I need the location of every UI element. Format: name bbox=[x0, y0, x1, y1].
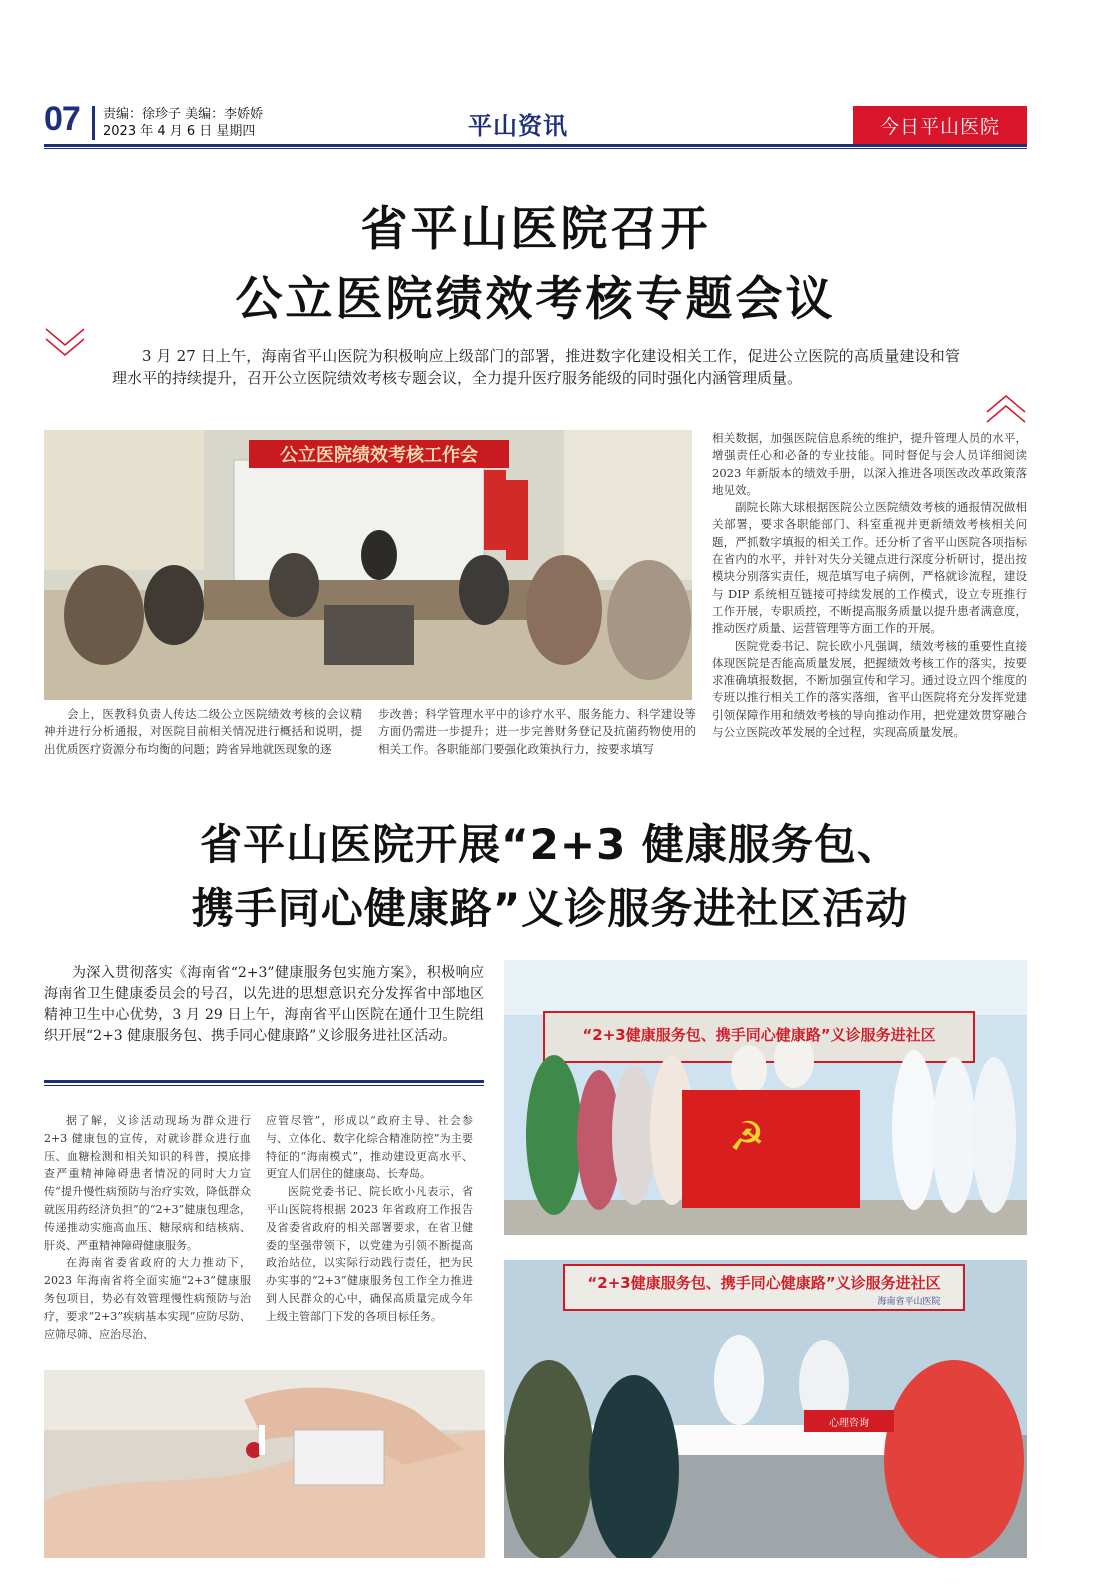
article1-lead: 3 月 27 日上午，海南省平山医院为积极响应上级部门的部署，推进数字化建设相关工作，促进公立医院的高质量建设和管理水平的持续提升，召开公立医院绩效考核专题会议，全力提升医疗服务能级的同时强化内涵管理质量。 bbox=[112, 347, 960, 387]
brand-badge: 今日平山医院 bbox=[853, 106, 1027, 144]
article1-col2: 步改善；科学管理水平中的诊疗水平、服务能力、科学建设等方面仍需进一步提升；进一步完善财务登记及抗菌药物使用的相关工作。各职能部门要强化政策执行力，按要求填写 bbox=[378, 707, 696, 756]
meeting-banner-text: 公立医院绩效考核工作会 bbox=[280, 445, 478, 466]
date-line: 2023 年 4 月 6 日 星期四 bbox=[103, 124, 256, 139]
article2-col1-p1: 据了解，义诊活动现场为群众进行 2+3 健康包的宣传，对就诊群众进行血压、血糖检测和相关知识的科普，摸底排查严重精神障碍患者情况的同时大力宣传“提升慢性病预防与治疗实效，降低群众就医用药经济负担”的“2+3”健康包理念，传递推动实施高血压、糖尿病和结核病、肝炎、严重精神障碍健康服务。 bbox=[44, 1114, 251, 1252]
meeting-photo bbox=[44, 430, 692, 700]
article2-col1 bbox=[44, 1112, 251, 1343]
article2-title-line1: 省平山医院开展“2+3 健康服务包、 bbox=[200, 820, 900, 869]
chevron-up-icon bbox=[985, 392, 1027, 426]
masthead-rule-thin bbox=[44, 148, 1027, 149]
article1-col3-p1: 相关数据，加强医院信息系统的维护，提升管理人员的水平，增强责任心和必备的专业技能。同时督促与会人员详细阅读 2023 年新版本的绩效手册，以深入推进各项医改改革政策落地见效。 bbox=[712, 431, 1027, 497]
section-title: 平山资讯 bbox=[468, 112, 568, 140]
article2-lead-rule bbox=[44, 1080, 484, 1083]
group-flag-photo bbox=[504, 960, 1027, 1235]
article2-col2-p1: 应管尽管”，形成以“政府主导、社会参与、立体化、数字化综合精准防控”为主要特征的“海南模式”，推动建设更高水平、更宜人们居住的健康岛、长寿岛。 bbox=[266, 1114, 473, 1181]
page-number: 07 bbox=[44, 100, 80, 138]
chevron-down-icon bbox=[44, 325, 86, 359]
editor-info bbox=[103, 106, 263, 140]
article1-col3 bbox=[712, 430, 1027, 741]
editor-line: 责编：徐珍子 美编：李娇娇 bbox=[103, 107, 264, 122]
article1-title-line2: 公立医院绩效考核专题会议 bbox=[235, 272, 836, 327]
masthead-rule bbox=[44, 144, 1027, 147]
consultation-sign-text: 心理咨询 bbox=[829, 1418, 869, 1429]
group-photo-banner-text: “2+3健康服务包、携手同心健康路”义诊服务进社区 bbox=[582, 1026, 936, 1044]
article2-lead: 为深入贯彻落实《海南省“2+3”健康服务包实施方案》，积极响应海南省卫生健康委员会的号召，以先进的思想意识充分发挥省中部地区精神卫生中心优势，3 月 29 日上午，海南省平山医院在通什卫生院组织开展“2+3 健康服务包、携手同心健康路”义诊服务进社区活动。 bbox=[44, 965, 484, 1044]
article2-title-line2: 携手同心健康路”义诊服务进社区活动 bbox=[191, 884, 909, 933]
blood-test-photo bbox=[44, 1370, 485, 1558]
article2-col2-p2: 医院党委书记、院长欧小凡表示，省平山医院将根据 2023 年省政府工作报告及省委省政府的相关部署要求，在省卫健委的坚强带领下，以党建为引领不断提高政治站位，以实际行动践行责任，把为民办实事的“2+3”健康服务包工作全力推进到人民群众的心中，确保高质量完成今年上级主管部门下发的各项目标任务。 bbox=[266, 1185, 473, 1323]
consultation-banner-sub: 海南省平山医院 bbox=[877, 1297, 941, 1307]
page-number-divider bbox=[92, 106, 95, 140]
svg-text:☭: ☭ bbox=[729, 1114, 765, 1160]
article1-col1: 会上，医教科负责人传达二级公立医院绩效考核的会议精神并进行分析通报，对医院目前相关情况进行概括和说明，提出优质医疗资源分布均衡的问题；跨省异地就医现象的逐 bbox=[44, 707, 362, 756]
article2-col1-p2: 在海南省委省政府的大力推动下，2023 年海南省将全面实施“2+3”健康服务包项目，势必有效管理慢性病预防与治疗，要求“2+3”疾病基本实现“应防尽防、应筛尽筛、应治尽治、 bbox=[44, 1256, 251, 1341]
article1-col3-p3: 医院党委书记、院长欧小凡强调，绩效考核的重要性直接体现医院是否能高质量发展，把握绩效考核工作的落实，按要求准确填报数据，不断加强宣传和学习。通过设立四个维度的专班以推行相关工作的落实落细，省平山医院将充分发挥党建引领保障作用和绩效考核的导向推动作用，把党建效贯穿融合与公立医院改革发展的全过程，实现高质量发展。 bbox=[712, 638, 1027, 740]
article2-col2 bbox=[266, 1112, 473, 1326]
article1-col3-p2: 副院长陈大球根据医院公立医院绩效考核的通报情况做相关部署，要求各职能部门、科室重视并更新绩效考核相关问题，严抓数字填报的相关工作。还分析了省平山医院各项指标在省内的水平，并针对失分关键点进行深度分析研讨，提出按模块分别落实责任，规范填写电子病例，严格就诊流程，建设与 DIP 系统相互链接可持续发展的工作模式，设立专班推行工作开展，专职质控，不断提高服务质量以提升患者满意度，推动医疗质量、运营管理等方面工作的开展。 bbox=[712, 500, 1027, 636]
article1-title-line1: 省平山医院召开 bbox=[360, 202, 711, 257]
article2-lead-rule-thin bbox=[44, 1085, 484, 1086]
consultation-banner-text: “2+3健康服务包、携手同心健康路”义诊服务进社区 bbox=[587, 1274, 941, 1292]
consultation-photo bbox=[504, 1260, 1027, 1558]
